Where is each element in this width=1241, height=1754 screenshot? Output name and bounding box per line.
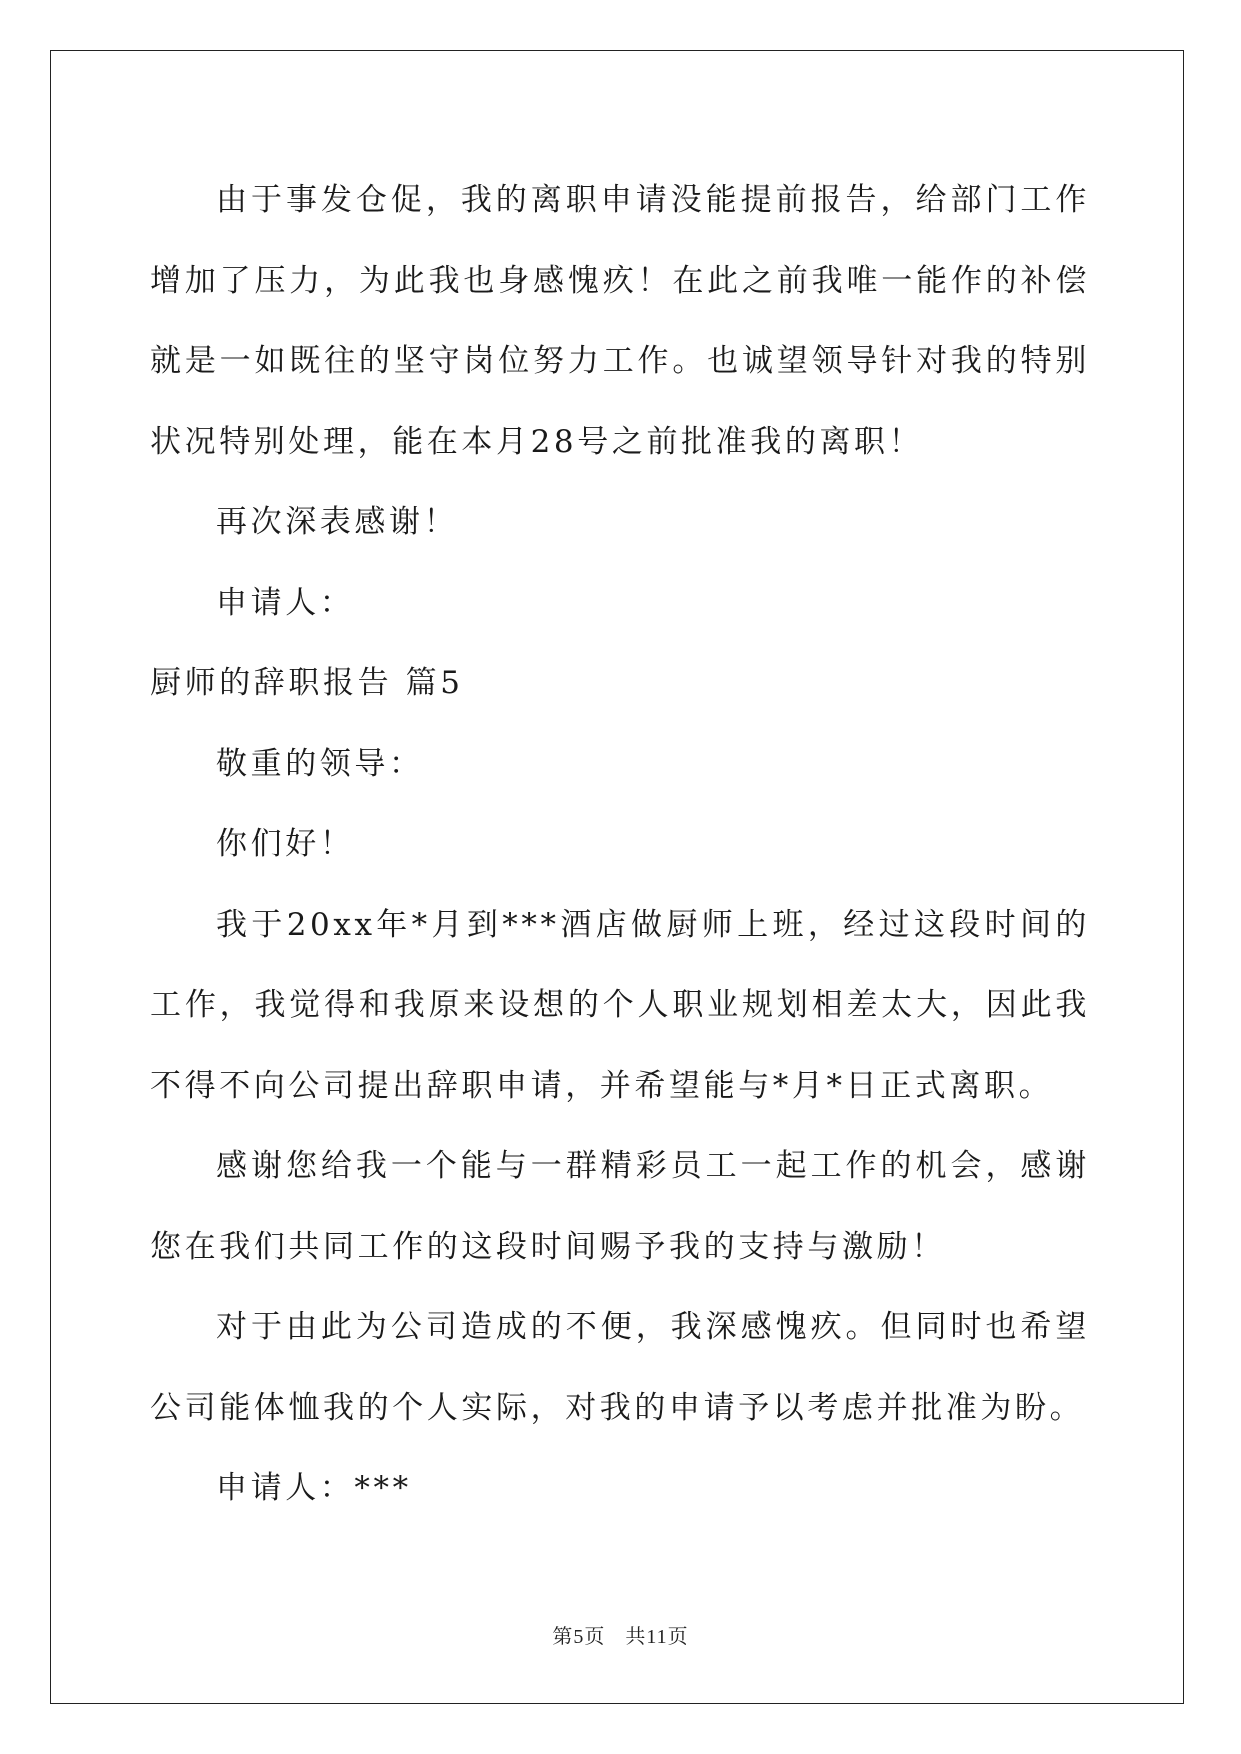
paragraph-apology: 由于事发仓促，我的离职申请没能提前报告，给部门工作增加了压力，为此我也身感愧疚！在此之前我唯一能作的补偿就是一如既往的坚守岗位努力工作。也诚望领导针对我的特别状况特别处理，能在本月28号之前批准我的离职！ [150,182,1090,460]
document-body [150,160,1090,1529]
paragraph-gratitude: 感谢您给我一个能与一群精彩员工一起工作的机会，感谢您在我们共同工作的这段时间赐予我的支持与激励！ [150,1148,1090,1265]
page-total: 共11页 [625,1626,689,1648]
section-heading: 厨师的辞职报告 篇5 [150,665,464,701]
page-footer [0,1620,1241,1649]
paragraph-thanks: 再次深表感谢！ [216,504,459,540]
applicant-line: 申请人： [216,584,355,621]
salutation: 敬重的领导： [216,745,424,782]
paragraph-inconvenience: 对于由此为公司造成的不便，我深感愧疚。但同时也希望公司能体恤我的个人实际，对我的申请予以考虑并批准为盼。 [150,1309,1090,1426]
page-number: 第5页 [552,1626,606,1648]
applicant-signature: 申请人：*** [216,1470,412,1506]
greeting: 你们好！ [216,826,355,862]
paragraph-resignation: 我于20xx年*月到***酒店做厨师上班，经过这段时间的工作，我觉得和我原来设想的个人职业规划相差太大，因此我不得不向公司提出辞职申请，并希望能与*月*日正式离职。 [150,906,1090,1104]
